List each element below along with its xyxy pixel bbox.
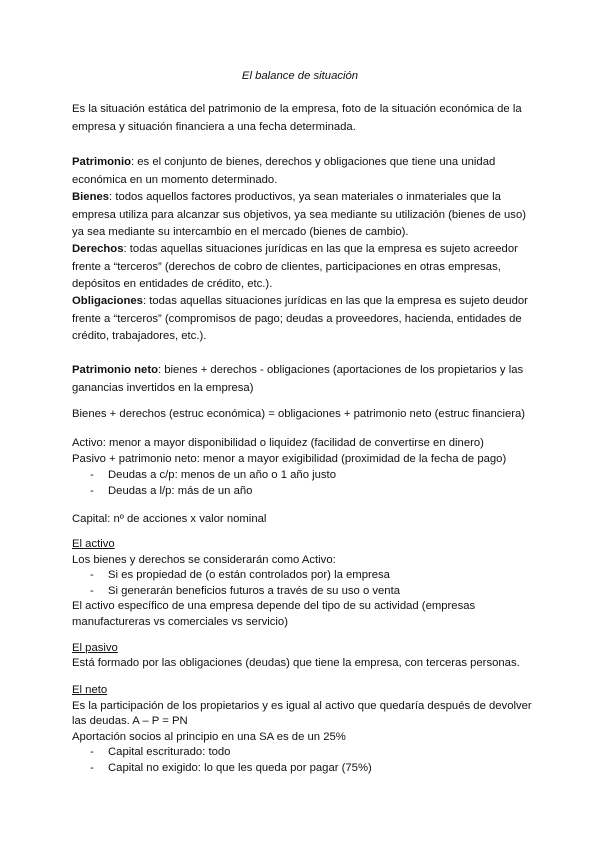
activo-line-3: manufactureras vs comerciales vs servicio) bbox=[72, 616, 288, 628]
obligaciones-term: Obligaciones bbox=[72, 295, 143, 307]
obligaciones-line-3: crédito, trabajadores, etc.). bbox=[72, 330, 207, 342]
list-item bbox=[90, 567, 390, 583]
list-dash: - bbox=[90, 469, 94, 481]
derechos-definition bbox=[72, 241, 518, 257]
activo-ordering: Activo: menor a mayor disponibilidad o liquidez (facilidad de convertirse en dinero) bbox=[72, 437, 484, 449]
neto-line-2: las deudas. A – P = PN bbox=[72, 715, 188, 727]
patrimonio-text: : es el conjunto de bienes, derechos y obligaciones que tiene una unidad bbox=[131, 156, 496, 168]
derechos-line-2: frente a “terceros” (derechos de cobro de clientes, participaciones en otras empresas, bbox=[72, 261, 501, 273]
obligaciones-text: : todas aquellas situaciones jurídicas en las que la empresa es sujeto deudor bbox=[142, 295, 528, 307]
bienes-line-3: ya sea mediante su intercambio en el mercado (bienes de cambio). bbox=[72, 226, 409, 238]
activo-item-1: Si es propiedad de (o están controlados por) la empresa bbox=[108, 569, 390, 581]
obligaciones-line-2: frente a “terceros” (compromisos de pago; deudas a proveedores, hacienda, entidades de bbox=[72, 313, 522, 325]
neto-line-1: Es la participación de los propietarios y es igual al activo que quedaría después de devolver bbox=[72, 700, 532, 712]
capital-line: Capital: nº de acciones x valor nominal bbox=[72, 513, 267, 525]
list-dash: - bbox=[90, 746, 94, 758]
bienes-term: Bienes bbox=[72, 191, 110, 203]
patrimonio-neto-text: : bienes + derechos - obligaciones (aportaciones de los propietarios y las bbox=[157, 364, 524, 376]
activo-line-2: El activo específico de una empresa depende del tipo de su actividad (empresas bbox=[72, 600, 476, 612]
pasivo-line: Está formado por las obligaciones (deudas) que tiene la empresa, con terceras personas. bbox=[72, 657, 520, 669]
derechos-text: : todas aquellas situaciones jurídicas en las que la empresa es sujeto acreedor bbox=[123, 243, 518, 255]
derechos-line-3: depósitos en entidades de crédito, etc.). bbox=[72, 278, 273, 290]
patrimonio-neto-line-2: ganancias invertidos en la empresa) bbox=[72, 382, 254, 394]
balance-equation: Bienes + derechos (estruc económica) = obligaciones + patrimonio neto (estruc financiera) bbox=[72, 408, 526, 420]
obligaciones-definition bbox=[72, 293, 528, 309]
patrimonio-definition bbox=[72, 154, 495, 170]
pasivo-heading: El pasivo bbox=[72, 642, 118, 654]
patrimonio-term: Patrimonio bbox=[72, 156, 131, 168]
deudas-lp: Deudas a l/p: más de un año bbox=[108, 485, 253, 497]
neto-item-2: Capital no exigido: lo que les queda por pagar (75%) bbox=[108, 762, 372, 774]
intro-line-2: empresa y situación financiera a una fecha determinada. bbox=[72, 121, 356, 133]
intro-line-1: Es la situación estática del patrimonio de la empresa, foto de la situación económica de la bbox=[72, 103, 522, 115]
list-item bbox=[90, 483, 252, 499]
list-dash: - bbox=[90, 585, 94, 597]
patrimonio-neto-definition bbox=[72, 362, 523, 378]
derechos-term: Derechos bbox=[72, 243, 124, 255]
list-item bbox=[90, 744, 230, 760]
neto-item-1: Capital escriturado: todo bbox=[108, 746, 231, 758]
neto-line-3: Aportación socios al principio en una SA es de un 25% bbox=[72, 731, 346, 743]
neto-heading: El neto bbox=[72, 684, 108, 696]
patrimonio-line-2: económica en un momento determinado. bbox=[72, 174, 278, 186]
list-item bbox=[90, 467, 336, 483]
patrimonio-neto-term: Patrimonio neto bbox=[72, 364, 158, 376]
bienes-text: : todos aquellos factores productivos, ya sean materiales o inmateriales que la bbox=[109, 191, 501, 203]
list-dash: - bbox=[90, 485, 94, 497]
list-dash: - bbox=[90, 569, 94, 581]
bienes-line-2: empresa utiliza para alcanzar sus objetivos, ya sea mediante su utilización (bienes de uso) bbox=[72, 209, 526, 221]
activo-item-2: Si generarán beneficios futuros a través de su uso o venta bbox=[108, 585, 401, 597]
list-dash: - bbox=[90, 762, 94, 774]
list-item bbox=[90, 760, 372, 776]
activo-line-1: Los bienes y derechos se considerarán como Activo: bbox=[72, 554, 336, 566]
document-title: El balance de situación bbox=[241, 70, 359, 82]
pasivo-ordering: Pasivo + patrimonio neto: menor a mayor exigibilidad (proximidad de la fecha de pago) bbox=[72, 453, 507, 465]
deudas-cp: Deudas a c/p: menos de un año o 1 año justo bbox=[108, 469, 336, 481]
activo-heading: El activo bbox=[72, 538, 115, 550]
bienes-definition bbox=[72, 189, 501, 205]
list-item bbox=[90, 583, 400, 599]
